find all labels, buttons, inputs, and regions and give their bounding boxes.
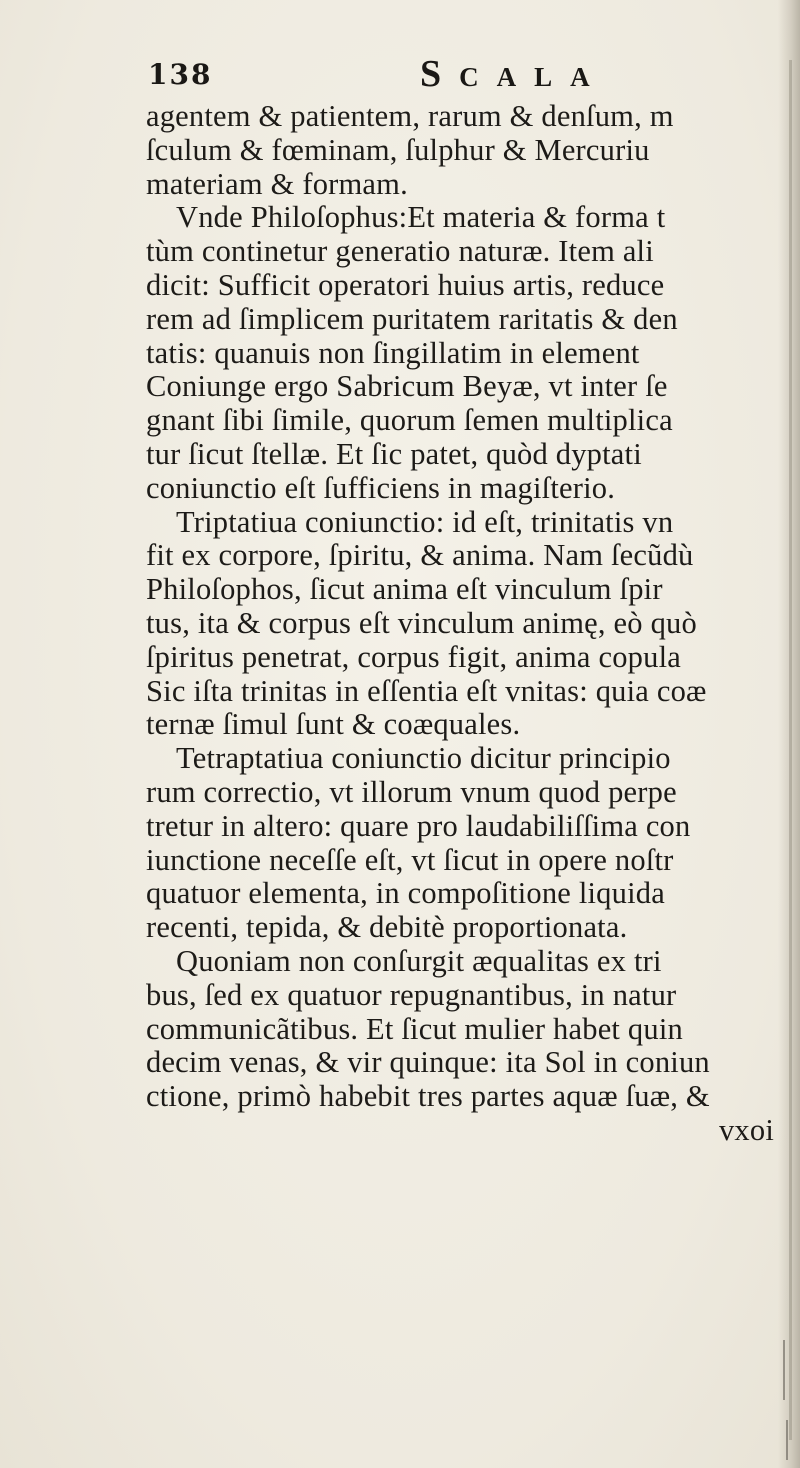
text-line: bus, ſed ex quatuor repugnantibus, in natur bbox=[146, 977, 677, 1012]
text-line: tretur in altero: quare pro laudabiliſſima con bbox=[146, 808, 691, 843]
text-line: rem ad ſimplicem puritatem raritatis & den bbox=[146, 301, 678, 336]
text-line: recenti, tepida, & debitè proportionata. bbox=[146, 910, 628, 945]
catchword: vxoi bbox=[718, 1112, 774, 1147]
stray-ink-mark bbox=[786, 1420, 788, 1460]
text-line: agentem & patientem, rarum & denſum, m bbox=[146, 100, 674, 133]
text-line: tatis: quanuis non ſingillatim in element bbox=[146, 335, 640, 370]
page-header bbox=[0, 53, 800, 102]
text-line: decim venas, & vir quinque: ita Sol in coniun bbox=[146, 1045, 710, 1080]
text-line: tus, ita & corpus eſt vinculum animę, eò quò bbox=[146, 605, 697, 640]
body-text bbox=[146, 100, 796, 1320]
text-line: coniunctio eſt ſufficiens in magiſterio. bbox=[146, 470, 616, 505]
running-head: Scala bbox=[420, 53, 608, 95]
text-line: rum correctio, vt illorum vnum quod perpe bbox=[146, 774, 677, 809]
stray-ink-mark bbox=[783, 1340, 785, 1400]
page-number: 138 bbox=[148, 58, 213, 91]
text-line: materiam & formam. bbox=[146, 166, 408, 201]
text-line: ternæ ſimul ſunt & coæquales. bbox=[146, 707, 521, 742]
text-line: quatuor elementa, in compoſitione liquida bbox=[146, 876, 665, 911]
text-line: ſpiritus penetrat, corpus figit, anima copula bbox=[146, 639, 681, 674]
text-line: dicit: Sufficit operatori huius artis, reduce bbox=[146, 267, 665, 302]
text-line: Coniunge ergo Sabricum Beyæ, vt inter ſe bbox=[146, 369, 668, 404]
text-line: iunctione neceſſe eſt, vt ſicut in opere noſtr bbox=[146, 842, 674, 877]
text-line: tùm continetur generatio naturæ. Item ali bbox=[146, 234, 654, 269]
text-line: Quoniam non conſurgit æqualitas ex tri bbox=[176, 943, 662, 978]
text-line: gnant ſibi ſimile, quorum ſemen multiplica bbox=[146, 403, 673, 438]
text-line: Triptatiua coniunctio: id eſt, trinitatis vn bbox=[176, 504, 674, 539]
text-line: ſculum & fœminam, ſulphur & Mercuriu bbox=[146, 132, 650, 167]
text-line: Tetraptatiua coniunctio dicitur principio bbox=[176, 741, 671, 776]
text-line: Vnde Philoſophus:Et materia & forma t bbox=[176, 200, 666, 235]
text-line: communicãtibus. Et ſicut mulier habet quin bbox=[146, 1011, 683, 1046]
text-line: ctione, primò habebit tres partes aquæ ſuæ, & bbox=[146, 1079, 710, 1114]
text-line: fit ex corpore, ſpiritu, & anima. Nam ſecũdù bbox=[146, 538, 694, 573]
text-line: Philoſophos, ſicut anima eſt vinculum ſpir bbox=[146, 572, 663, 607]
text-line: tur ſicut ſtellæ. Et ſic patet, quòd dyptati bbox=[146, 436, 642, 471]
text-line: Sic iſta trinitas in eſſentia eſt vnitas: quia coæ bbox=[146, 673, 707, 708]
